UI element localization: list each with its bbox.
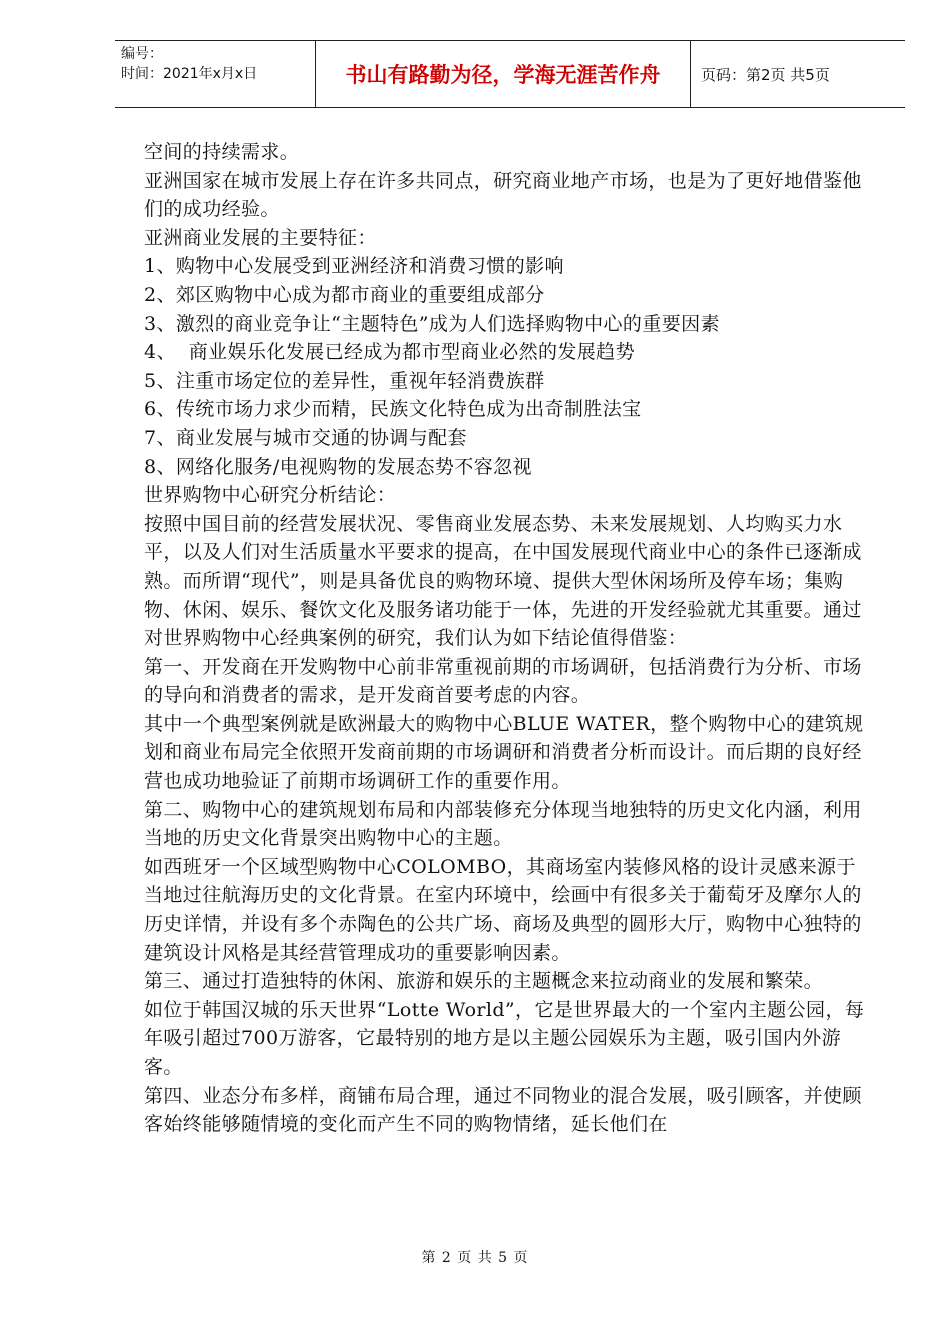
paragraph: 第三、通过打造独特的休闲、旅游和娱乐的主题概念来拉动商业的发展和繁荣。 xyxy=(144,970,824,993)
paragraph: 按照中国目前的经营发展状况、零售商业发展态势、未来发展规划、人均购买力水平，以及人们对生活质量水平要求的提高，在中国发展现代商业中心的条件已逐渐成熟。而所谓“现代”，则是具备优良的购物环境、提供大型休闲场所及停车场；集购物、休闲、娱乐、餐饮文化及服务诸功能于一体，先进的开发经验就尤其重要。通过对世界购物中心经典案例的研究，我们认为如下结论值得借鉴： xyxy=(144,512,862,650)
paragraph: 如西班牙一个区域型购物中心COLOMBO，其商场室内装修风格的设计灵感来源于当地过往航海历史的文化背景。在室内环境中，绘画中有很多关于葡萄牙及摩尔人的历史详情，并设有多个赤陶色的公共广场、商场及典型的圆形大厅，购物中心独特的建筑设计风格是其经营管理成功的重要影响因素。 xyxy=(144,855,862,964)
document-body xyxy=(144,138,874,1139)
paragraph: 空间的持续需求。 xyxy=(144,141,300,163)
list-item: 4、 商业娱乐化发展已经成为都市型商业必然的发展趋势 xyxy=(144,341,635,364)
paragraph: 如位于韩国汉城的乐天世界“Lotte World”，它是世界最大的一个室内主题公园，每年吸引超过700万游客，它最特别的地方是以主题公园娱乐为主题，吸引国内外游客。 xyxy=(144,998,865,1078)
list-item: 2、郊区购物中心成为都市商业的重要组成部分 xyxy=(144,283,545,306)
document-number-label: 编号： xyxy=(121,46,163,62)
paragraph: 第四、业态分布多样，商铺布局合理，通过不同物业的混合发展，吸引顾客，并使顾客始终能够随情境的变化而产生不同的购物情绪，延长他们在 xyxy=(144,1084,862,1136)
list-item: 3、激烈的商业竞争让“主题特色”成为人们选择购物中心的重要因素 xyxy=(144,312,720,335)
list-item: 6、传统市场力求少而精，民族文化特色成为出奇制胜法宝 xyxy=(144,398,642,421)
paragraph: 第二、购物中心的建筑规划布局和内部装修充分体现当地独特的历史文化内涵，利用当地的历史文化背景突出购物中心的主题。 xyxy=(144,798,862,850)
paragraph: 亚洲商业发展的主要特征： xyxy=(144,226,377,249)
document-date-label: 时间：2021年x月x日 xyxy=(121,66,258,82)
header-meta xyxy=(115,41,316,107)
paragraph: 亚洲国家在城市发展上存在许多共同点，研究商业地产市场，也是为了更好地借鉴他们的成功经验。 xyxy=(144,169,862,221)
list-item: 8、网络化服务/电视购物的发展态势不容忽视 xyxy=(144,455,532,478)
document-header xyxy=(115,40,905,108)
header-page-info: 页码：第2页 共5页 xyxy=(701,65,830,84)
list-item: 7、商业发展与城市交通的协调与配套 xyxy=(144,426,467,449)
list-item: 1、购物中心发展受到亚洲经济和消费习惯的影响 xyxy=(144,255,564,278)
list-item: 5、注重市场定位的差异性，重视年轻消费族群 xyxy=(144,369,545,392)
paragraph: 其中一个典型案例就是欧洲最大的购物中心BLUE WATER，整个购物中心的建筑规划和商业布局完全依照开发商前期的市场调研和消费者分析而设计。而后期的良好经营也成功地验证了前期市场调研工作的重要作用。 xyxy=(144,712,864,793)
paragraph: 世界购物中心研究分析结论： xyxy=(144,484,397,507)
paragraph: 第一、开发商在开发购物中心前非常重视前期的市场调研，包括消费行为分析、市场的导向和消费者的需求，是开发商首要考虑的内容。 xyxy=(144,655,862,707)
page-footer: 第 2 页 共 5 页 xyxy=(421,1250,529,1266)
header-motto: 书山有路勤为径，学海无涯苦作舟 xyxy=(316,41,691,107)
